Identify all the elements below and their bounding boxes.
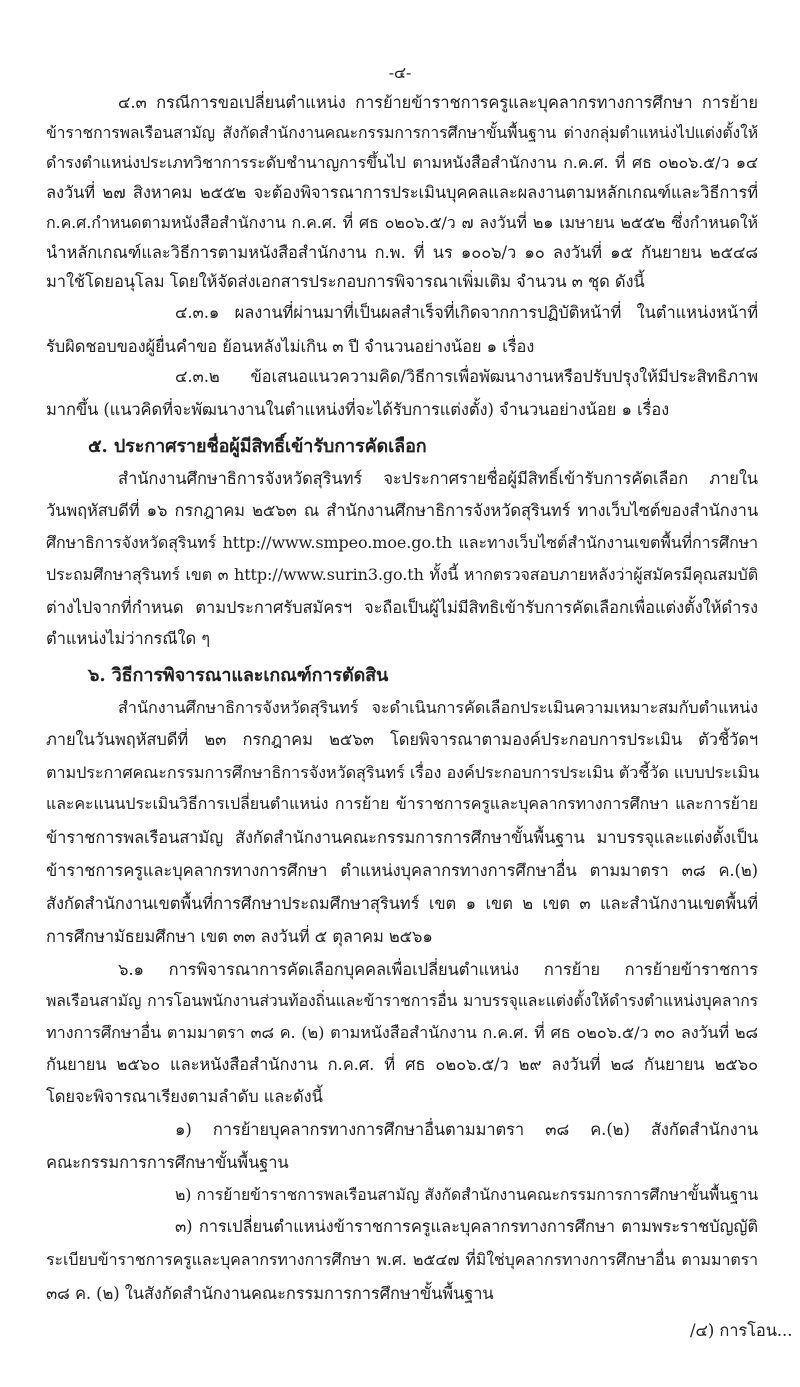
text-line: ๒) การย้ายข้าราชการพลเรือนสามัญ สังกัดสำนักงานคณะกรรมการการศึกษาขั้นพื้นฐาน xyxy=(175,1185,758,1204)
text-line: สำนักงานศึกษาธิการจังหวัดสุรินทร์ จะดำเนินการคัดเลือกประเมินความเหมาะสมกับตำแหน่ง xyxy=(118,698,758,717)
text-line: กันยายน ๒๕๖๐ และหนังสือสำนักงาน ก.ค.ศ. ที่ ศธ ๐๒๐๖.๕/ว ๒๙ ลงวันที่ ๒๘ กันยายน ๒๕๖๐ xyxy=(46,1055,758,1074)
text-line: ๑) การย้ายบุคลากรทางการศึกษาอื่นตามมาตรา ๓๘ ค.(๒) สังกัดสำนักงาน xyxy=(175,1120,758,1139)
text-line: การศึกษามัธยมศึกษา เขต ๓๓ ลงวันที่ ๕ ตุลาคม ๒๕๖๑ xyxy=(46,927,433,946)
text-line: ๓๘ ค. (๒) ในสังกัดสำนักงานคณะกรรมการการศึกษาขั้นพื้นฐาน xyxy=(46,1284,494,1303)
text-line: และคะแนนประเมินวิธีการเปลี่ยนตำแหน่ง การย้าย ข้าราชการครูและบุคลากรทางการศึกษา และการย้าย xyxy=(46,794,758,813)
text-line: ข้าราชการพลเรือนสามัญ สังกัดสำนักงานคณะกรรมการการศึกษาขั้นพื้นฐาน มาบรรจุและแต่งตั้งเป็น xyxy=(46,828,758,847)
text-line: ๔.๓.๑ ผลงานที่ผ่านมาที่เป็นผลสำเร็จที่เกิดจากการปฏิบัติหน้าที่ ในตำแหน่งหน้าที่ xyxy=(175,303,758,322)
text-line: ตามประกาศคณะกรรมการศึกษาธิการจังหวัดสุรินทร์ เรื่อง องค์ประกอบการประเมิน ตัวชี้วัด แบบประเมิน xyxy=(46,763,760,782)
text-line: ลงวันที่ ๒๗ สิงหาคม ๒๕๕๒ จะต้องพิจารณาการประเมินบุคคลและผลงานตามหลักเกณฑ์และวิธีการที่ xyxy=(46,183,758,202)
text-line: ภายในวันพฤหัสบดีที่ ๒๓ กรกฎาคม ๒๕๖๓ โดยพิจารณาตามองค์ประกอบการประเมิน ตัวชี้วัดฯ xyxy=(46,730,758,749)
text-line: ประถมศึกษาสุรินทร์ เขต ๓ http://www.surin3.go.th ทั้งนี้ หากตรวจสอบภายหลังว่าผู้สมัครมีคุณสมบัติ xyxy=(46,565,758,584)
continuation-note: /๔) การโอน... xyxy=(690,1321,793,1340)
text-line: ๓) การเปลี่ยนตำแหน่งข้าราชการครูและบุคลากรทางการศึกษา ตามพระราชบัญญัติ xyxy=(175,1217,758,1236)
section-heading-5: ๕. ประกาศรายชื่อผู้มีสิทธิ์เข้ารับการคัดเลือก xyxy=(88,436,427,457)
text-line: ดำรงตำแหน่งประเภทวิชาการระดับชำนาญการขึ้นไป ตามหนังสือสำนักงาน ก.ค.ศ. ที่ ศธ ๐๒๐๖.๕/ว ๑๔ xyxy=(46,153,758,172)
text-line: รับผิดชอบของผู้ยื่นคำขอ ย้อนหลังไม่เกิน ๓ ปี จำนวนอย่างน้อย ๑ เรื่อง xyxy=(46,337,535,356)
text-line: ระเบียบข้าราชการครูและบุคลากรทางการศึกษา พ.ศ. ๒๕๔๗ ที่มิใช่บุคลากรทางการศึกษาอื่น ตามมาตรา xyxy=(46,1250,758,1269)
text-line: มากขึ้น (แนวคิดที่จะพัฒนางานในตำแหน่งที่จะได้รับการแต่งตั้ง) จำนวนอย่างน้อย ๑ เรื่อง xyxy=(46,400,670,419)
page-number: -๔- xyxy=(388,63,412,82)
text-line: ๖.๑ การพิจารณาการคัดเลือกบุคคลเพื่อเปลี่ยนตำแหน่ง การย้าย การย้ายข้าราชการ xyxy=(118,960,758,979)
text-line: พลเรือนสามัญ การโอนพนักงานส่วนท้องถิ่นและข้าราชการอื่น มาบรรจุและแต่งตั้งให้ดำรงตำแหน่งบุคลากร xyxy=(46,991,758,1010)
text-line: คณะกรรมการการศึกษาขั้นพื้นฐาน xyxy=(46,1153,289,1172)
text-line: ทางการศึกษาอื่น ตามมาตรา ๓๘ ค. (๒) ตามหนังสือสำนักงาน ก.ค.ศ. ที่ ศธ ๐๒๐๖.๕/ว ๓๐ ลงวันที่ ๒๘ xyxy=(46,1023,758,1042)
text-line: สำนักงานศึกษาธิการจังหวัดสุรินทร์ จะประกาศรายชื่อผู้มีสิทธิ์เข้ารับการคัดเลือก ภายใน xyxy=(118,469,758,488)
text-line: ต่างไปจากที่กำหนด ตามประกาศรับสมัครฯ จะถือเป็นผู้ไม่มีสิทธิเข้ารับการคัดเลือกเพื่อแต่งตั้งให้ดำรง xyxy=(46,598,758,617)
text-line: ศึกษาธิการจังหวัดสุรินทร์ http://www.smpeo.moe.go.th และทางเว็บไซต์สำนักงานเขตพื้นที่การศึกษา xyxy=(46,533,758,552)
text-line: ตำแหน่งไม่ว่ากรณีใด ๆ xyxy=(46,629,210,648)
text-line: วันพฤหัสบดีที่ ๑๖ กรกฎาคม ๒๕๖๓ ณ สำนักงานศึกษาธิการจังหวัดสุรินทร์ ทางเว็บไซต์ของสำนักงาน xyxy=(46,501,758,520)
text-line: มาใช้โดยอนุโลม โดยให้จัดส่งเอกสารประกอบการพิจารณาเพิ่มเติม จำนวน ๓ ชุด ดังนี้ xyxy=(46,272,645,291)
text-line: ๔.๓.๒ ข้อเสนอแนวความคิด/วิธีการเพื่อพัฒนางานหรือปรับปรุงให้มีประสิทธิภาพ xyxy=(175,367,758,386)
text-line: โดยจะพิจารณาเรียงตามลำดับ และดังนี้ xyxy=(46,1087,323,1106)
text-line: ๔.๓ กรณีการขอเปลี่ยนตำแหน่ง การย้ายข้าราชการครูและบุคลากรทางการศึกษา การย้าย xyxy=(118,93,758,112)
section-heading-6: ๖. วิธีการพิจารณาและเกณฑ์การตัดสิน xyxy=(88,665,389,686)
text-line: ก.ค.ศ.กำหนดตามหนังสือสำนักงาน ก.ค.ศ. ที่ ศธ ๐๒๐๖.๕/ว ๗ ลงวันที่ ๒๑ เมษายน ๒๕๕๒ ซึ่งกำหนดให้ xyxy=(46,213,758,232)
text-line: สังกัดสำนักงานเขตพื้นที่การศึกษาประถมศึกษาสุรินทร์ เขต ๑ เขต ๒ เขต ๓ และสำนักงานเขตพื้นที่ xyxy=(46,894,758,913)
text-line: ข้าราชการครูและบุคลากรทางการศึกษา ตำแหน่งบุคลากรทางการศึกษาอื่น ตามมาตรา ๓๘ ค.(๒) xyxy=(46,861,758,880)
text-line: นำหลักเกณฑ์และวิธีการตามหนังสือสำนักงาน ก.พ. ที่ นร ๑๐๐๖/ว ๑๐ ลงวันที่ ๑๕ กันยายน ๒๕๔๘ xyxy=(46,243,758,262)
text-line: ข้าราชการพลเรือนสามัญ สังกัดสำนักงานคณะกรรมการการศึกษาขั้นพื้นฐาน ต่างกลุ่มตำแหน่งไปแต่งตั้งให้ xyxy=(46,123,758,142)
